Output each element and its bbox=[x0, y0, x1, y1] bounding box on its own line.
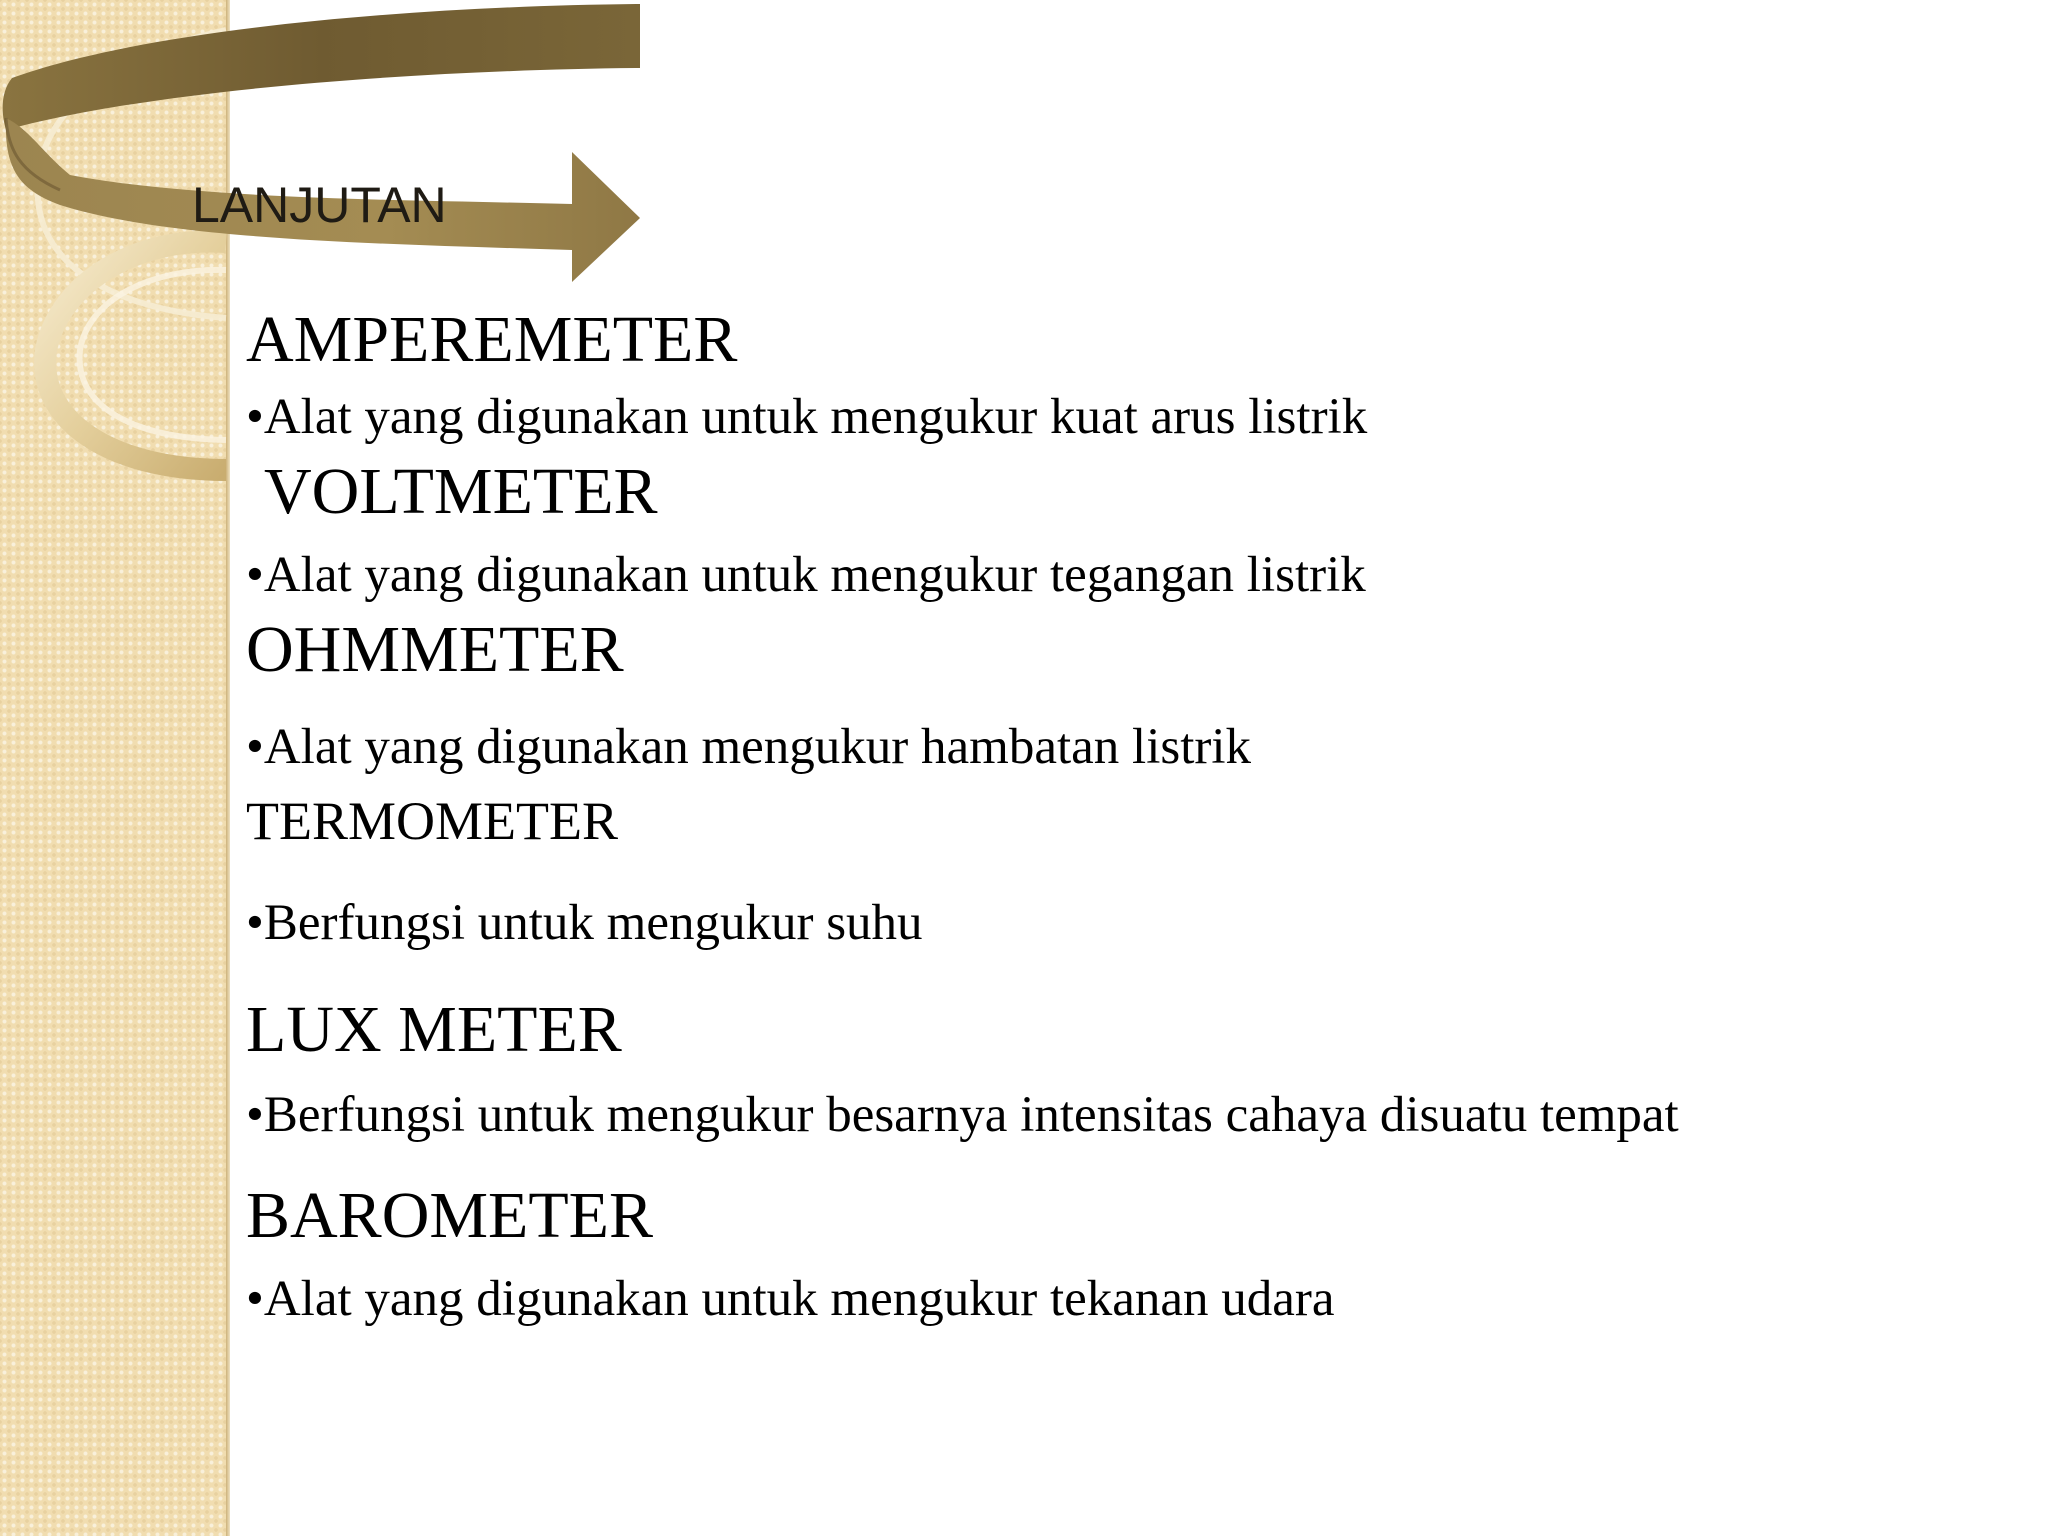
heading-barometer: BAROMETER bbox=[246, 1179, 654, 1252]
desc-lux-meter: •Berfungsi untuk mengukur besarnya intensitas cahaya disuatu tempat bbox=[246, 1087, 1679, 1143]
item-termometer bbox=[246, 788, 2006, 954]
desc-termometer: •Berfungsi untuk mengukur suhu bbox=[246, 895, 923, 951]
item-ohmmeter bbox=[246, 610, 2006, 778]
desc-ohmmeter: •Alat yang digunakan mengukur hambatan listrik bbox=[246, 719, 1252, 775]
item-voltmeter bbox=[246, 452, 2006, 606]
slide-title: LANJUTAN bbox=[192, 177, 447, 233]
desc-voltmeter: •Alat yang digunakan untuk mengukur tegangan listrik bbox=[246, 547, 1366, 603]
desc-amperemeter: •Alat yang digunakan untuk mengukur kuat arus listrik bbox=[246, 389, 1368, 445]
desc-barometer: •Alat yang digunakan untuk mengukur tekanan udara bbox=[246, 1271, 1335, 1327]
item-barometer bbox=[246, 1176, 2006, 1330]
heading-termometer: TERMOMETER bbox=[246, 791, 618, 851]
heading-ohmmeter: OHMMETER bbox=[246, 613, 624, 686]
instrument-list bbox=[246, 300, 2006, 1330]
heading-voltmeter: VOLTMETER bbox=[264, 455, 658, 528]
item-amperemeter bbox=[246, 300, 2006, 448]
heading-amperemeter: AMPEREMETER bbox=[246, 303, 738, 376]
heading-lux-meter: LUX METER bbox=[246, 993, 622, 1066]
item-lux-meter bbox=[246, 990, 2006, 1146]
